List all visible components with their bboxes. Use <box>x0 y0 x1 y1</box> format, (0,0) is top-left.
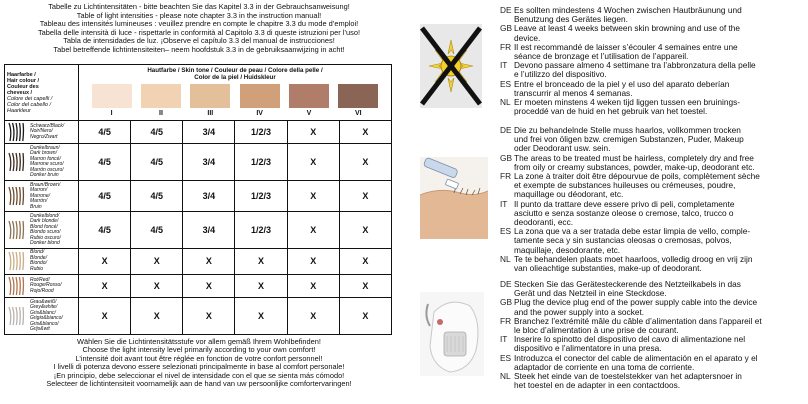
title-line: Tabla de intensidades de luz. ¡Observe el capítulo 3.3 del manual de instrucciones! <box>63 36 335 45</box>
language-code: FR <box>500 171 512 182</box>
skin-swatch <box>240 84 280 108</box>
skin-swatch <box>338 84 378 108</box>
language-code: NL <box>500 253 511 264</box>
text-line <box>500 264 808 273</box>
table-row <box>5 274 392 297</box>
skin-tone-header <box>79 65 392 121</box>
hair-label-line: Gris&blanc/ <box>30 309 56 316</box>
hair-label <box>30 214 61 247</box>
language-code: IT <box>500 198 508 209</box>
title-line: Tabella delle intensità di luce - rispettarle in conformità al Capitolo 3.3 di queste istruzioni per l’uso! <box>37 27 361 37</box>
hair-header-line: Haarkleur <box>7 107 31 114</box>
instruction-text: The areas to be treated must be hairless, completely dry and free <box>514 152 754 163</box>
hair-label-line: Bruin <box>30 203 42 210</box>
instruction-text: Gerät und das Netzteil in eine Steckdose. <box>514 288 667 299</box>
skin-type-3: III <box>207 110 214 117</box>
comfort-line: Wählen Sie die Lichtintensitätsstufe vor allem gemäß Ihrem Wohlbefinden! <box>77 337 321 346</box>
instruction-text: Entre el bronceado de la piel y el uso del aparato deberían <box>514 78 730 89</box>
hair-label-line: Blond/ <box>30 249 45 256</box>
language-code: ES <box>500 78 512 89</box>
instruction-text: Er moeten minstens 4 weken tijd liggen tussen een bruinings- <box>514 97 740 108</box>
hair-label-line: Grijs&wit <box>30 326 50 333</box>
language-code <box>500 236 514 245</box>
hair-label-line: Marrone/ <box>30 192 51 199</box>
hair-label-line: Dunkelbraun/ <box>30 144 60 151</box>
language-code: FR <box>500 315 512 326</box>
language-code: GB <box>500 23 512 34</box>
skin-swatches <box>79 84 391 108</box>
hair-label-line: Biondo scuro/ <box>30 229 61 236</box>
instruction-text: transcurrir al menos 4 semanas. <box>514 87 633 98</box>
instruction-text: Branchez l’extrémité mâle du câble d’alimentation dans l’appareil et <box>514 315 762 326</box>
hair-swatch <box>7 251 27 271</box>
title-line: Tabelle zu Lichtintensitäten - bitte beachten Sie das Kapitel 3.3 in der Gebrauchsanweisung! <box>48 2 350 11</box>
instruction-text: Introduzca el conector del cable de alimentación en el aparato y el <box>514 352 758 363</box>
language-code <box>500 381 514 390</box>
language-code <box>500 209 514 218</box>
table-row <box>5 212 392 249</box>
title-line: Tabel betreffende lichtintensiteiten– neem hoofdstuk 3.3 in de gebruiksaanwijzing in acht! <box>53 44 345 54</box>
intensity-cell: X <box>183 249 235 275</box>
intensity-cell: X <box>339 144 391 181</box>
comfort-line: I livelli di potenza devono essere selezionati principalmente in base al comfort personale! <box>53 362 345 372</box>
no-sun-icon <box>420 24 482 113</box>
skin-type-1: I <box>110 110 113 117</box>
instruction-text: et exempte de substances huileuses ou crémeuses, poudre, <box>514 180 736 191</box>
instruction-text: van olieachtige substanties, make-up of deodorant. <box>514 263 702 274</box>
language-code: DE <box>500 279 512 289</box>
hair-label-line: Blonde/ <box>30 254 47 261</box>
skin-header-line: Color de la piel / Huidskleur <box>194 74 276 81</box>
intensity-cell: X <box>79 274 131 297</box>
language-code: GB <box>500 297 512 308</box>
hair-cell <box>5 274 79 297</box>
left-page <box>0 0 398 404</box>
hair-label-line: Rojo/Rood <box>30 287 54 294</box>
intensity-cell: X <box>131 274 183 297</box>
language-code: GB <box>500 152 512 163</box>
instruction-text: device. <box>514 32 541 43</box>
instruction-text: Plug the device plug end of the power supply cable into the device <box>514 297 758 308</box>
hair-cell <box>5 298 79 335</box>
instruction-text: Steek het einde van de toestelstekker van het adaptersnoer in <box>514 371 742 382</box>
instruction-text: Il est recommandé de laisser s’écouler 4 semaines entre une <box>514 41 738 52</box>
preparation-text <box>500 126 808 273</box>
intensity-cell: X <box>183 298 235 335</box>
intensity-cell: 4/5 <box>131 181 183 212</box>
hair-label <box>30 300 63 333</box>
hair-label <box>30 124 64 141</box>
hair-swatch <box>7 122 27 142</box>
hair-label-line: Marrón/ <box>30 198 48 205</box>
intensity-cell: X <box>339 298 391 335</box>
comfort-line: Choose the light intensity level primarily according to your own comfort! <box>82 345 316 355</box>
intensity-cell: X <box>131 298 183 335</box>
instruction-text: from oily or creamy substances, powder, make-up, deodorant etc. <box>514 161 755 172</box>
intensity-cell: X <box>287 121 339 144</box>
table-row <box>5 249 392 275</box>
light-intensity-table <box>4 64 392 335</box>
hair-cell <box>5 212 79 249</box>
language-code: DE <box>500 125 512 135</box>
hair-label-line: Noir/Nero/ <box>30 128 53 135</box>
text-line <box>500 107 808 116</box>
hair-label-line: Rubio <box>30 265 44 272</box>
hair-label-line: Dunkelblond/ <box>30 212 60 219</box>
intensity-cell: X <box>235 274 287 297</box>
table-title-block <box>0 3 398 54</box>
hair-sample <box>7 214 76 247</box>
intensity-cell: X <box>287 212 339 249</box>
skin-type-labels <box>79 110 391 117</box>
intensity-cell: X <box>183 274 235 297</box>
intensity-cell: 1/2/3 <box>235 144 287 181</box>
hair-label-line: Gris&blanco/ <box>30 320 59 327</box>
hair-swatch <box>7 186 27 206</box>
intensity-cell: 3/4 <box>183 212 235 249</box>
tanning-text <box>500 6 808 116</box>
skin-swatch <box>190 84 230 108</box>
language-code <box>500 181 514 190</box>
instruction-text: La zona que va a ser tratada debe estar limpia de vello, comple- <box>514 226 751 237</box>
comfort-line: ¡En principio, debe seleccionar el nivel de intensidade con el que se sienta más cómodo! <box>53 370 345 380</box>
hair-label-line: Rouge/Rosso/ <box>30 282 62 289</box>
intensity-cell: 4/5 <box>79 121 131 144</box>
instruction-text: La zone à traiter doit être dépourvue de poils, complètement sèche <box>514 171 760 182</box>
instruction-text: deodoranti, ecc. <box>514 217 574 228</box>
skin-swatch <box>141 84 181 108</box>
intensity-cell: 3/4 <box>183 144 235 181</box>
shaving-icon <box>420 157 488 244</box>
hair-label-line: Biondo/ <box>30 260 47 267</box>
instruction-text: und frei von öligen bzw. cremigen Substanzen, Puder, Makeup <box>514 134 744 145</box>
instruction-text: Te te behandelen plaats moet haarloos, volledig droog en vrij zijn <box>514 253 753 264</box>
instruction-text: Inserire lo spinotto del dispositivo del cavo di alimentazione nel <box>514 334 746 345</box>
language-code <box>500 107 514 116</box>
title-line: Tableau des intensités lumineuses : veuillez prendre en compte le chapitre 3.3 du mode d’emploi! <box>39 19 359 28</box>
language-code <box>500 135 514 144</box>
intensity-cell: X <box>339 212 391 249</box>
hair-label-line: Rubio oscuro/ <box>30 234 61 241</box>
instruction-text: asciutto e senza sostanze oleose o cremose, talco, trucco o <box>514 207 734 218</box>
instruction-text: Stecken Sie das Gerätesteckerende des Netzteilkabels in das <box>514 279 741 289</box>
intensity-cell: X <box>235 249 287 275</box>
hair-label-line: Grey&white/ <box>30 304 58 311</box>
intensity-cell: 4/5 <box>79 181 131 212</box>
hair-cell <box>5 121 79 144</box>
instruction-text: oder Deodorant usw. sein. <box>514 143 611 154</box>
hair-label-line: Marron/ <box>30 187 48 194</box>
instruction-text: dispositivo e l’alimentatore in una presa. <box>514 343 662 354</box>
skin-type-4: IV <box>256 110 263 117</box>
instruction-text: le bloc d’alimentation à une prise de courant. <box>514 325 679 336</box>
intensity-cell: X <box>287 249 339 275</box>
instruction-text: Die zu behandelnde Stelle muss haarlos, vollkommen trocken <box>514 125 741 135</box>
language-code: FR <box>500 41 512 52</box>
hair-header-line: cheveux / <box>7 89 33 96</box>
intensity-cell: X <box>79 298 131 335</box>
hair-swatch <box>7 220 27 240</box>
instruction-text: maquillage ou déodorant, etc. <box>514 189 624 200</box>
preparation-section <box>420 124 808 280</box>
intensity-cell: X <box>235 298 287 335</box>
language-code: DE <box>500 5 512 15</box>
hair-sample <box>7 122 76 142</box>
instruction-text: e l’utilizzo del dispositivo. <box>514 69 607 80</box>
intensity-cell: X <box>287 144 339 181</box>
hair-swatch <box>7 152 27 172</box>
header-row <box>5 65 392 121</box>
table-row <box>5 121 392 144</box>
hair-label <box>30 183 60 211</box>
intensity-cell: 3/4 <box>183 181 235 212</box>
skin-type-6: VI <box>354 110 362 117</box>
instruction-text: Es sollten mindestens 4 Wochen zwischen Hautbräunung und <box>514 5 742 15</box>
hair-header-line: Hair colour / <box>7 77 40 84</box>
text-line <box>500 24 808 33</box>
intensity-cell: 1/2/3 <box>235 181 287 212</box>
hair-label-line: Dark blonde/ <box>30 218 59 225</box>
intensity-cell: 4/5 <box>131 212 183 249</box>
hair-cell <box>5 249 79 275</box>
comfort-line: Selecteer de lichtintensiteit voornamelijk aan de hand van uw persoonlijke comfortervaringen! <box>46 379 352 389</box>
instruction-text: tamente seca y sin sustancias oleosas o cremosas, polvos, <box>514 235 732 246</box>
instruction-text: Leave at least 4 weeks between skin browning and use of the <box>514 23 741 34</box>
skin-header-line: Hautfarbe / Skin tone / Couleur de peau / Colore della pelle / <box>147 67 323 74</box>
intensity-cell: X <box>79 249 131 275</box>
intensity-cell: 4/5 <box>79 144 131 181</box>
power-section <box>420 278 808 404</box>
intensity-cell: 4/5 <box>131 121 183 144</box>
hair-label <box>30 250 47 272</box>
intensity-cell: X <box>287 181 339 212</box>
text-line <box>500 381 808 390</box>
intensity-cell: X <box>339 274 391 297</box>
skin-type-2: II <box>159 110 163 117</box>
hair-label-line: Grau&weiß/ <box>30 298 57 305</box>
right-page <box>404 0 808 404</box>
hair-cell <box>5 181 79 212</box>
language-code: ES <box>500 226 512 237</box>
hair-label-line: Donker bruin <box>30 172 59 179</box>
intensity-cell: 4/5 <box>131 144 183 181</box>
hair-sample <box>7 300 76 333</box>
hair-header-line: Colore dei capelli / <box>7 95 53 102</box>
hair-cell <box>5 144 79 181</box>
table-row <box>5 298 392 335</box>
hair-label-line: Dark brown/ <box>30 150 57 157</box>
instruction-text: het toestel en de adapter in een contactdoos. <box>514 380 681 391</box>
instruction-text: Il punto da trattare deve essere privo di peli, completamente <box>514 198 735 209</box>
hair-header-line: Haarfarbe / <box>7 71 36 78</box>
hair-label <box>30 278 62 295</box>
hair-sample <box>7 276 76 296</box>
hair-label-line: Marrone scuro/ <box>30 161 64 168</box>
hair-sample <box>7 250 76 272</box>
intensity-cell: X <box>287 298 339 335</box>
intensity-cell: X <box>131 249 183 275</box>
hair-label-line: Marron foncé/ <box>30 155 61 162</box>
skin-swatch <box>289 84 329 108</box>
intensity-cell: 1/2/3 <box>235 121 287 144</box>
intensity-cell: X <box>339 181 391 212</box>
language-code: ES <box>500 352 512 363</box>
intensity-cell: X <box>287 274 339 297</box>
hair-label <box>30 146 64 179</box>
language-code: NL <box>500 97 511 108</box>
intensity-cell: X <box>339 249 391 275</box>
instruction-text: adaptador de corriente en una toma de corriente. <box>514 361 695 372</box>
instruction-text: Benutzung des Gerätes liegen. <box>514 14 628 25</box>
skin-swatch <box>92 84 132 108</box>
hair-label-line: Rot/Red/ <box>30 276 50 283</box>
comfort-line: L’intensité doit avant tout être réglée en fonction de votre confort personnel! <box>75 353 323 363</box>
comfort-note <box>0 338 398 388</box>
device-plug-icon <box>420 292 484 381</box>
hair-swatch <box>7 306 27 326</box>
hair-label-line: Marrón oscuro/ <box>30 166 64 173</box>
hair-label-line: Negro/Zwart <box>30 133 58 140</box>
hair-label-line: Braun/Brown/ <box>30 181 61 188</box>
language-code: NL <box>500 371 511 382</box>
language-code: IT <box>500 60 508 71</box>
intensity-cell: 1/2/3 <box>235 212 287 249</box>
hair-swatch <box>7 276 27 296</box>
language-code <box>500 264 514 273</box>
intensity-cell: X <box>339 121 391 144</box>
instruction-text: séance de bronzage et l’utilisation de l’appareil. <box>514 51 689 62</box>
instruction-text: and the power supply into a socket. <box>514 306 645 317</box>
instruction-text: proceddé van de huid en het gebruik van het toestel. <box>514 106 708 117</box>
hair-label-line: Blond foncé/ <box>30 223 58 230</box>
power-text <box>500 280 808 390</box>
instruction-text: maquillaje, desodorante, etc. <box>514 244 621 255</box>
tanning-section <box>420 4 808 130</box>
hair-sample <box>7 183 76 211</box>
hair-colour-header <box>5 65 79 121</box>
hair-label-line: Schwarz/Black/ <box>30 122 65 129</box>
hair-header-line: Couleur des <box>7 83 39 90</box>
table-row <box>5 144 392 181</box>
hair-header-line: Color del cabello / <box>7 101 52 108</box>
skin-type-5: V <box>306 110 312 117</box>
hair-label-line: Grigio&bianco/ <box>30 315 63 322</box>
intensity-cell: 4/5 <box>79 212 131 249</box>
hair-sample <box>7 146 76 179</box>
table-row <box>5 181 392 212</box>
instruction-text: Devono passare almeno 4 settimane tra l’abbronzatura della pelle <box>514 60 756 71</box>
title-line: Table of light intensities - please note chapter 3.3 in the instruction manual! <box>76 10 322 20</box>
intensity-cell: 3/4 <box>183 121 235 144</box>
hair-label-line: Donker blond <box>30 240 60 247</box>
language-code: IT <box>500 334 508 345</box>
